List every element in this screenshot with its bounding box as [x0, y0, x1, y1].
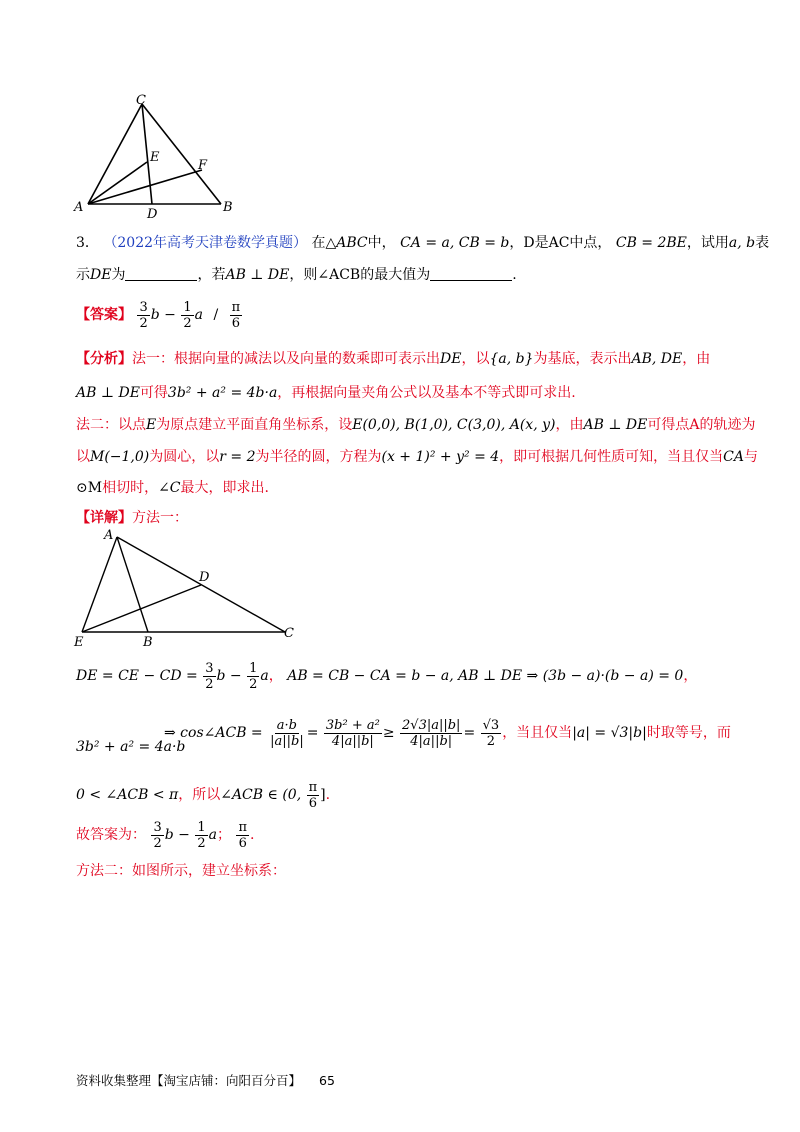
- num: 3: [205, 660, 214, 676]
- text: 为半径的圆，方程为: [255, 449, 382, 465]
- math: ⇒ cos∠ACB =: [164, 725, 263, 741]
- fraction: [203, 661, 215, 692]
- text: D是AC中点，: [523, 235, 612, 251]
- answer-blank-1[interactable]: [125, 266, 197, 281]
- text: 方法一：: [132, 510, 188, 526]
- fraction: [400, 718, 462, 749]
- text: 示: [76, 267, 90, 283]
- fraction: [236, 820, 249, 851]
- label-d: D: [147, 207, 158, 222]
- label-d: D: [199, 570, 210, 585]
- figure-triangle-abc: [70, 92, 240, 222]
- num: a·b: [276, 717, 298, 733]
- detail-tag: 【详解】: [76, 510, 132, 526]
- text: 中，: [367, 235, 396, 251]
- math: r = 2: [219, 449, 256, 465]
- math: ∠ACB ∈ (0,: [220, 787, 302, 803]
- math: a, b: [728, 235, 756, 251]
- text: 故答案为：: [76, 827, 146, 843]
- math: b −: [216, 668, 242, 684]
- math: ⊙M: [76, 480, 103, 496]
- math: (x + 1)² + y² = 4: [381, 449, 500, 465]
- label-e: E: [74, 635, 84, 650]
- math: E: [146, 417, 157, 433]
- math: AB, DE: [631, 351, 683, 367]
- math: AB = CB − CA = b − a, AB ⊥ DE ⇒ (3b − a)·(b − a) = 0: [287, 668, 684, 684]
- analysis-line-3: [76, 415, 756, 435]
- fraction: [137, 300, 149, 331]
- num: 1: [197, 819, 206, 835]
- analysis-line-4: [76, 447, 758, 467]
- math: CA: [723, 449, 744, 465]
- step-2: [164, 713, 731, 753]
- text: 为: [111, 267, 126, 283]
- page-footer: [76, 1071, 335, 1089]
- math: DE: [440, 351, 462, 367]
- math: {a, b}: [489, 351, 534, 367]
- method-2-line: [76, 861, 286, 881]
- math: |a| = √3|b|: [572, 725, 647, 741]
- math: b −: [150, 307, 176, 323]
- text: ，: [509, 235, 524, 251]
- text: ，试用: [686, 235, 729, 251]
- den: 2: [197, 835, 206, 851]
- math: ≥: [382, 725, 395, 741]
- text: ，由: [555, 417, 584, 433]
- problem-line-1: [76, 233, 769, 253]
- text: 相切时，: [102, 480, 159, 496]
- fraction: [324, 718, 382, 749]
- math: AB ⊥ DE: [76, 385, 140, 401]
- math: ∠C: [158, 480, 181, 496]
- math: 0 < ∠ACB < π: [76, 787, 179, 803]
- label-f: F: [198, 158, 208, 173]
- text: 在: [311, 235, 326, 251]
- den: 2: [183, 315, 192, 331]
- text: ，再根据向量夹角公式以及基本不等式即可求出.: [277, 385, 576, 401]
- text: 为原点建立平面直角坐标系，设: [156, 417, 353, 433]
- den: 4|a||b|: [331, 733, 374, 749]
- den: 2: [249, 676, 258, 692]
- text: ，: [268, 668, 283, 684]
- text: 方法二：如图所示，建立坐标系：: [76, 863, 286, 879]
- separator: /: [213, 307, 219, 323]
- label-b: B: [143, 635, 153, 650]
- math: AB ⊥ DE: [225, 267, 290, 283]
- fraction: [481, 718, 502, 749]
- math: b −: [164, 827, 190, 843]
- text: 最大，即求出.: [180, 480, 269, 496]
- math: =: [306, 725, 319, 741]
- text: .: [512, 267, 517, 283]
- math: ]: [320, 787, 326, 803]
- fraction: [247, 661, 259, 692]
- math: M(−1,0): [90, 449, 150, 465]
- den: 6: [308, 795, 318, 811]
- text: 可得点A的轨迹为: [647, 417, 756, 433]
- label-a: A: [104, 528, 114, 543]
- math: =: [463, 725, 476, 741]
- fraction: [307, 780, 320, 811]
- text: ，则∠ACB的最大值为: [289, 267, 431, 283]
- num: 3: [153, 819, 162, 835]
- label-b: B: [223, 200, 233, 215]
- math: △ABC: [325, 235, 368, 251]
- fraction: [268, 718, 306, 749]
- den: 2: [486, 733, 496, 749]
- analysis-line-1: [76, 349, 710, 369]
- text: ，若: [197, 267, 226, 283]
- analysis-line-5: [76, 478, 269, 498]
- text: ，当且仅当: [502, 725, 573, 741]
- text: 可得: [139, 385, 168, 401]
- fraction: [195, 820, 207, 851]
- text: ，所以: [178, 787, 221, 803]
- page-number: 65: [319, 1073, 335, 1088]
- text: 法二：以点: [76, 417, 146, 433]
- problem-source: （2022年高考天津卷数学真题）: [103, 235, 308, 251]
- num: 1: [183, 299, 192, 315]
- math: DE: [90, 267, 112, 283]
- text: ，以: [461, 351, 490, 367]
- label-a: A: [74, 200, 84, 215]
- final-answer: [76, 818, 254, 852]
- text: 为基底，表示出: [533, 351, 632, 367]
- fraction: [181, 300, 193, 331]
- den: 6: [231, 315, 241, 331]
- num: π: [308, 779, 318, 795]
- math: CA = a, CB = b: [400, 235, 510, 251]
- text: 时取等号，而: [646, 725, 731, 741]
- text: .: [325, 787, 331, 803]
- text: 表: [755, 235, 770, 251]
- math: a: [208, 827, 217, 843]
- den: 2: [139, 315, 148, 331]
- analysis-line-2: [76, 383, 576, 403]
- num: 1: [249, 660, 258, 676]
- text: ，由: [682, 351, 711, 367]
- math: 3b² + a² = 4a·b: [76, 739, 186, 755]
- den: 2: [153, 835, 162, 851]
- problem-number: 3．: [76, 235, 99, 251]
- answer-tag: 【答案】: [76, 307, 132, 323]
- math: a: [194, 307, 203, 323]
- den: 6: [238, 835, 247, 851]
- label-e: E: [150, 150, 160, 165]
- answer-blank-2[interactable]: [430, 266, 512, 281]
- text: 与: [744, 449, 758, 465]
- math: AB ⊥ DE: [583, 417, 648, 433]
- label-c: C: [284, 626, 294, 641]
- text: 法一：根据向量的减法以及向量的数乘即可表示出: [132, 351, 440, 367]
- num: 2√3|a||b|: [402, 717, 461, 733]
- num: √3: [482, 717, 500, 733]
- text: .: [249, 827, 255, 843]
- label-c: C: [136, 93, 146, 108]
- num: π: [238, 819, 247, 835]
- text: 为圆心，以: [149, 449, 220, 465]
- num: π: [231, 299, 241, 315]
- math: DE = CE − CD =: [76, 668, 198, 684]
- text: 以: [76, 449, 90, 465]
- math: a: [260, 668, 269, 684]
- num: 3: [139, 299, 148, 315]
- text: ；: [216, 827, 231, 843]
- math: E(0,0), B(1,0), C(3,0), A(x, y): [352, 417, 556, 433]
- fraction: [151, 820, 163, 851]
- analysis-tag: 【分析】: [76, 351, 132, 367]
- den: 4|a||b|: [410, 733, 453, 749]
- den: |a||b|: [270, 733, 304, 749]
- text: ，即可根据几何性质可知，当且仅当: [499, 449, 724, 465]
- answer-line: [76, 298, 243, 332]
- math: CB = 2BE: [615, 235, 687, 251]
- text: ，: [683, 668, 698, 684]
- math: 3b² + a² = 4b·a: [167, 385, 278, 401]
- step-1: [76, 659, 697, 693]
- fraction: [230, 300, 243, 331]
- num: 3b² + a²: [325, 717, 380, 733]
- figure-triangle-aec: [70, 525, 300, 650]
- den: 2: [205, 676, 214, 692]
- step-3: [76, 778, 330, 812]
- footer-text: 资料收集整理【淘宝店铺：向阳百分百】: [76, 1073, 302, 1088]
- problem-line-2: [76, 265, 517, 285]
